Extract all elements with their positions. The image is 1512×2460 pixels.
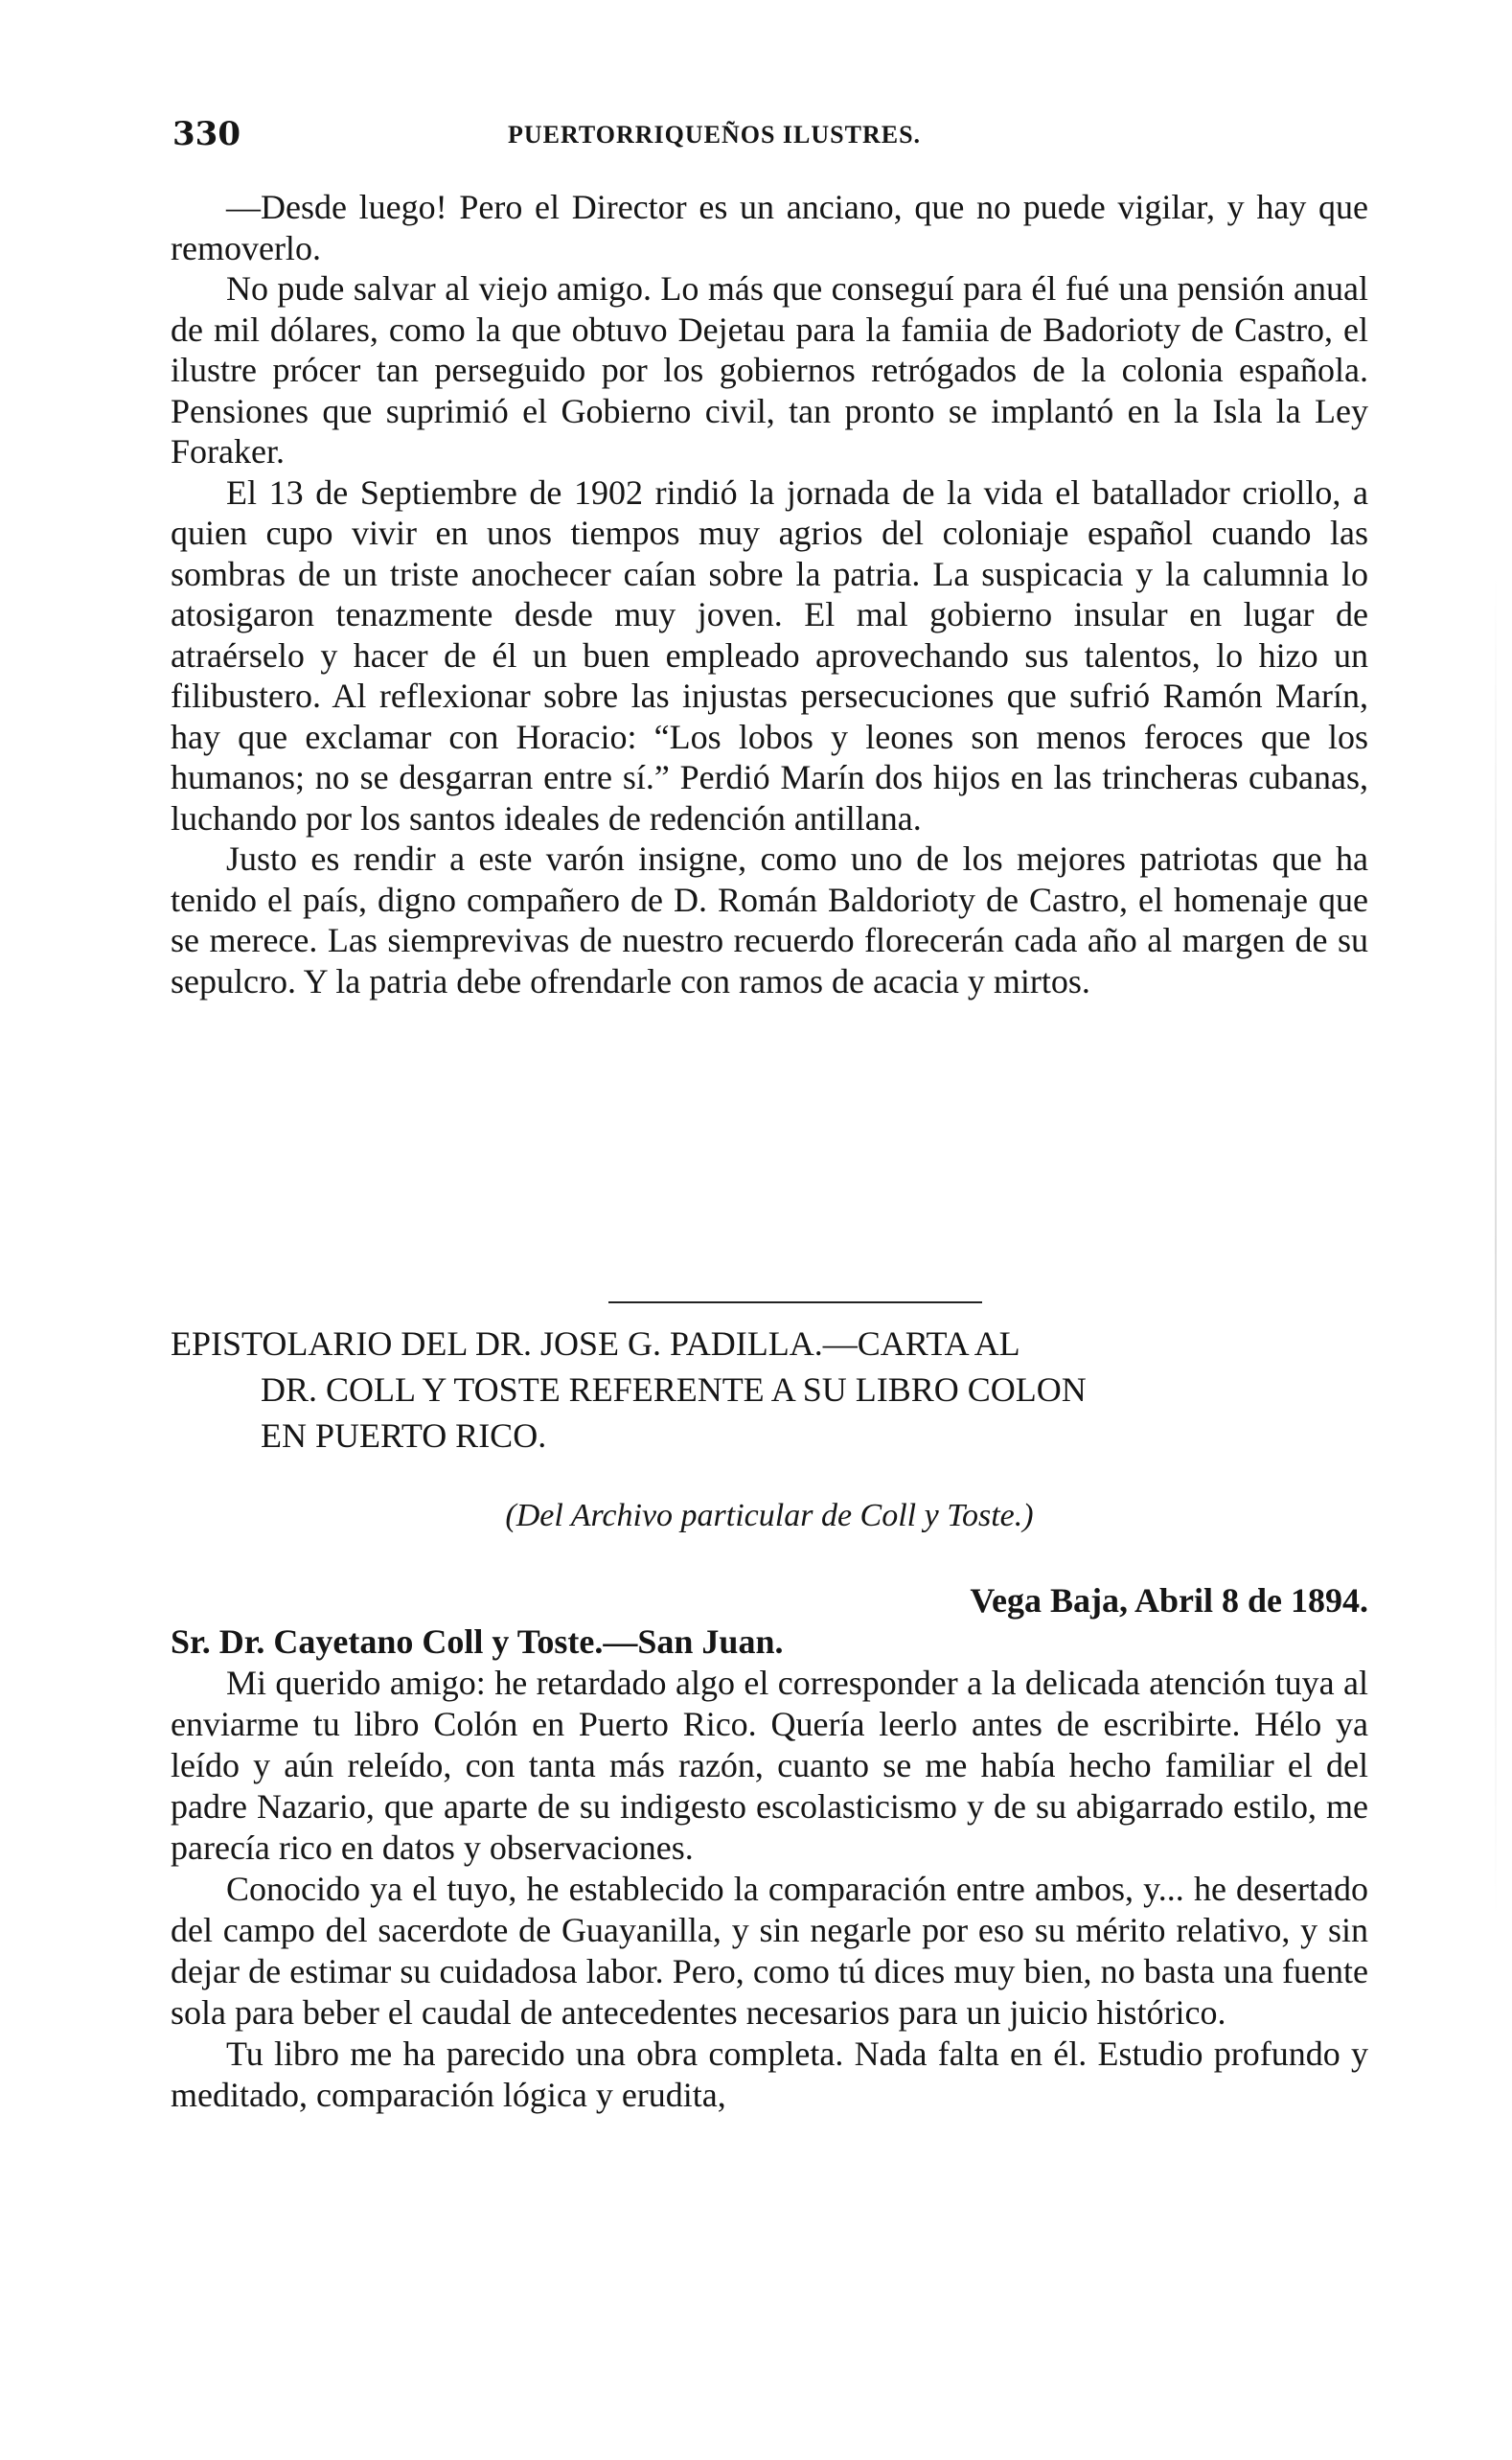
scan-edge-shadow [1495, 575, 1497, 1917]
running-title: PUERTORRIQUEÑOS ILUSTRES. [508, 121, 922, 149]
section-title-line: DR. COLL Y TOSTE REFERENTE A SU LIBRO COLON [261, 1370, 1087, 1409]
letter-salutation: Sr. Dr. Cayetano Coll y Toste.—San Juan. [171, 1622, 784, 1661]
source-note: (Del Archivo particular de Coll y Toste.) [505, 1498, 1034, 1533]
letter-body [171, 1580, 1368, 2116]
paragraph: Justo es rendir a este varón insigne, como uno de los mejores patriotas que ha tenido el país, digno compañero de D. Román Baldorioty de Castro, el homenaje que se merece. Las siemprevivas de nuestro recuerdo florecerán cada año al margen de su sepulcro. Y la patria debe ofrendarle con ramos de acacia y mirtos. [171, 839, 1368, 1000]
paragraph: Tu libro me ha parecido una obra completa. Nada falta en él. Estudio profundo y meditado, comparación lógica y erudita, [171, 2035, 1368, 2114]
paragraph: Mi querido amigo: he retardado algo el corresponder a la delicada atención tuya al enviarme tu libro Colón en Puerto Rico. Quería leerlo antes de escribirte. Hélo ya leído y aún releído, con tanta más razón, cuanto se me había hecho familiar el del padre Nazario, que aparte de su indigesto escolasticismo y de su abigarrado estilo, me parecía rico en datos y observaciones. [171, 1664, 1368, 1867]
section-title [171, 1321, 1368, 1459]
section-divider [608, 1301, 982, 1303]
page-header [172, 115, 1370, 163]
page-number: 330 [172, 115, 241, 153]
body-text [171, 187, 1368, 1001]
paragraph: Conocido ya el tuyo, he establecido la comparación entre ambos, y... he desertado del campo del sacerdote de Guayanilla, y sin negarle por eso su mérito relativo, y sin dejar de estimar su cuidadosa labor. Pero, como tú dices muy bien, no basta una fuente sola para beber el caudal de antecedentes necesarios para un juicio histórico. [171, 1870, 1368, 2032]
paragraph: No pude salvar al viejo amigo. Lo más que conseguí para él fué una pensión anual de mil dólares, como la que obtuvo Dejetau para la famiia de Badorioty de Castro, el ilustre prócer tan perseguido por los gobiernos retrógados de la colonia española. Pensiones que suprimió el Gobierno civil, tan pronto se implantó en la Isla la Ley Foraker. [171, 269, 1368, 471]
section-title-line: EN PUERTO RICO. [261, 1416, 547, 1455]
paragraph: El 13 de Septiembre de 1902 rindió la jornada de la vida el batallador criollo, a quien cupo vivir en unos tiempos muy agrios del coloniaje español cuando las sombras de un triste anochecer caían sobre la patria. La suspicacia y la calumnia lo atosigaron tenazmente desde muy joven. El mal gobierno insular en lugar de atraérselo y hacer de él un buen empleado aprovechando sus talentos, lo hizo un filibustero. Al reflexionar sobre las injustas persecuciones que sufrió Ramón Marín, hay que exclamar con Horacio: “Los lobos y leones son menos feroces que los humanos; no se desgarran entre sí.” Perdió Marín dos hijos en las trincheras cubanas, luchando por los santos ideales de redención antillana. [171, 472, 1368, 838]
paragraph: —Desde luego! Pero el Director es un anciano, que no puede vigilar, y hay que removerlo. [171, 188, 1368, 267]
section-title-line: EPISTOLARIO DEL DR. JOSE G. PADILLA.—CARTA AL [171, 1324, 1020, 1363]
letter-date: Vega Baja, Abril 8 de 1894. [970, 1581, 1368, 1620]
